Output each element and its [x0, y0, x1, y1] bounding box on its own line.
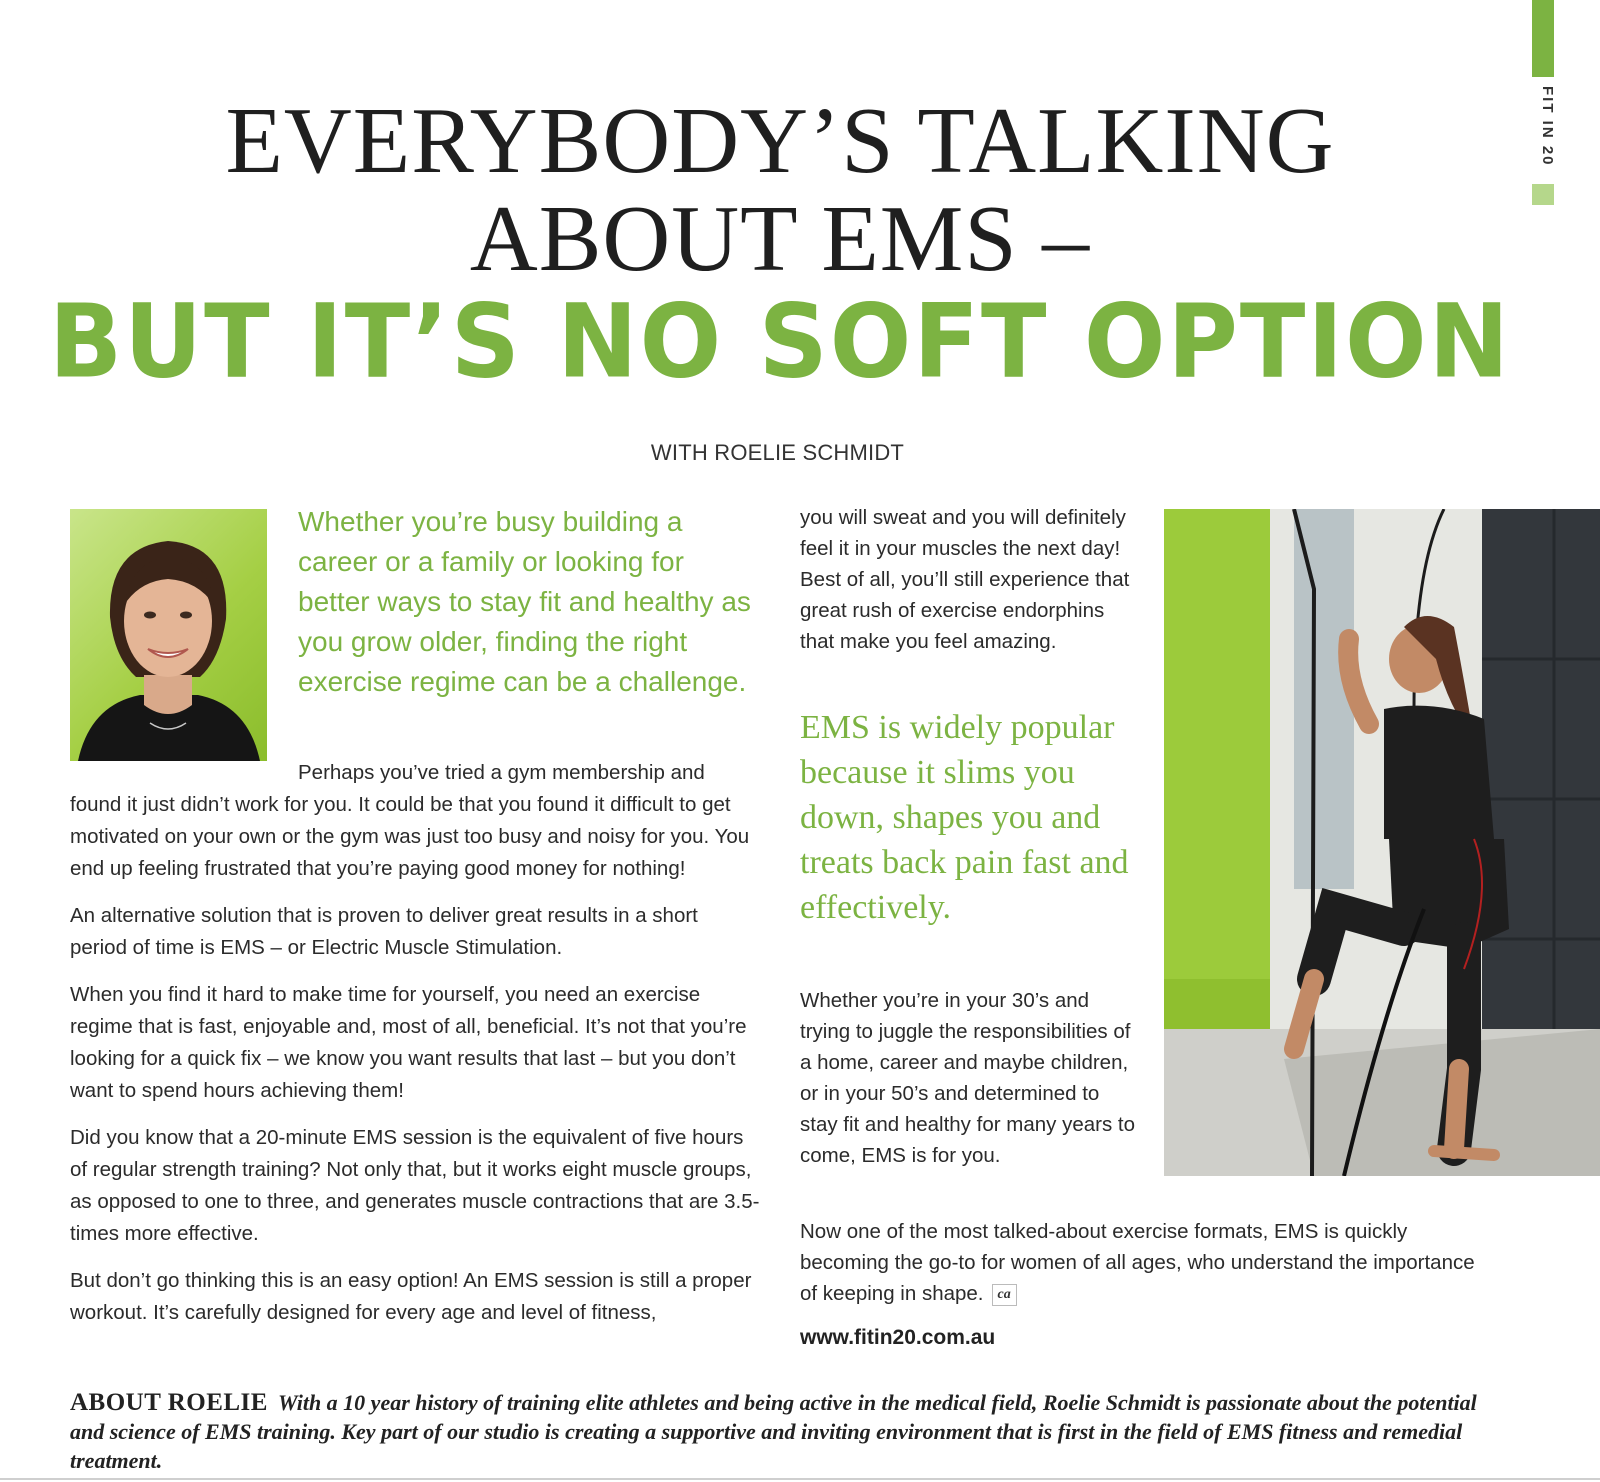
column2-paragraph-3: [800, 1216, 1480, 1309]
ems-training-photo: [1164, 509, 1600, 1176]
column2-paragraph-2: Whether you’re in your 30’s and trying to juggle the responsibilities of a home, career and maybe children, or in your 50’s and determined to stay fit and healthy for many years to come, EMS is for you.: [800, 989, 1135, 1167]
column2-paragraph-1: you will sweat and you will definitely feel it in your muscles the next day! Best of all, you’ll still experience that great rush of exercise endorphins that make you feel amazing.: [800, 506, 1130, 653]
column1-paragraph-4: Did you know that a 20-minute EMS session is the equivalent of five hours of regular strength training? Not only that, but it works eight muscle groups, as opposed to one to three, and generates muscle contractions that are 3.5-times more effective.: [70, 1126, 760, 1245]
headline-line3: BUT IT’S NO SOFT OPTION: [49, 282, 1511, 401]
column2-paragraph-3-text: Now one of the most talked-about exercise formats, EMS is quickly becoming the go-to for women of all ages, who understand the importance of keeping in shape.: [800, 1220, 1475, 1305]
pull-quote: EMS is widely popular because it slims you down, shapes you and treats back pain fast and effectively.: [800, 709, 1129, 926]
intro-lead: Whether you’re busy building a career or a family or looking for better ways to stay fit and healthy as you grow older, finding the right exercise regime can be a challenge.: [298, 506, 751, 697]
column1-paragraph-1: Perhaps you’ve tried a gym membership and found it just didn’t work for you. It could be that you found it difficult to get motivated on your own or the gym was just too busy and noisy for you. You end up feeling frustrated that you’re paying good money for nothing!: [70, 761, 750, 880]
headline-line1: EVERYBODY’S TALKING: [225, 89, 1335, 193]
column1-paragraph-2: An alternative solution that is proven to deliver great results in a short period of time is EMS – or Electric Muscle Stimulation.: [70, 904, 698, 959]
side-tab-label: FIT IN 20: [1539, 86, 1556, 167]
headline-line2: ABOUT EMS –: [469, 187, 1091, 291]
author-portrait: [70, 509, 267, 761]
end-mark: ca: [992, 1284, 1017, 1306]
website-link[interactable]: www.fitin20.com.au: [800, 1326, 996, 1349]
about-label: ABOUT ROELIE: [70, 1389, 268, 1416]
side-tab-accent-top: [1532, 0, 1554, 77]
column1-paragraph-5: But don’t go thinking this is an easy option! An EMS session is still a proper workout. It’s carefully designed for every age and level of fitness,: [70, 1269, 752, 1324]
about-text: With a 10 year history of training elite athletes and being active in the medical field, Roelie Schmidt is passionate about the potential and science of EMS training. Key part of our studio is creating a supportive and inviting environment that is first in the field of EMS fitness and remedial treatment.: [70, 1390, 1477, 1473]
byline: WITH ROELIE SCHMIDT: [650, 440, 905, 465]
column-1: [70, 757, 760, 1344]
column1-paragraph-3: When you find it hard to make time for yourself, you need an exercise regime that is fast, enjoyable and, most of all, beneficial. It’s not that you’re looking for a quick fix – we know you want results that last – but you don’t want to spend hours achieving them!: [70, 983, 747, 1102]
about-author: [70, 1388, 1510, 1475]
bottom-rule: [0, 1478, 1600, 1480]
headline: [0, 89, 1560, 291]
